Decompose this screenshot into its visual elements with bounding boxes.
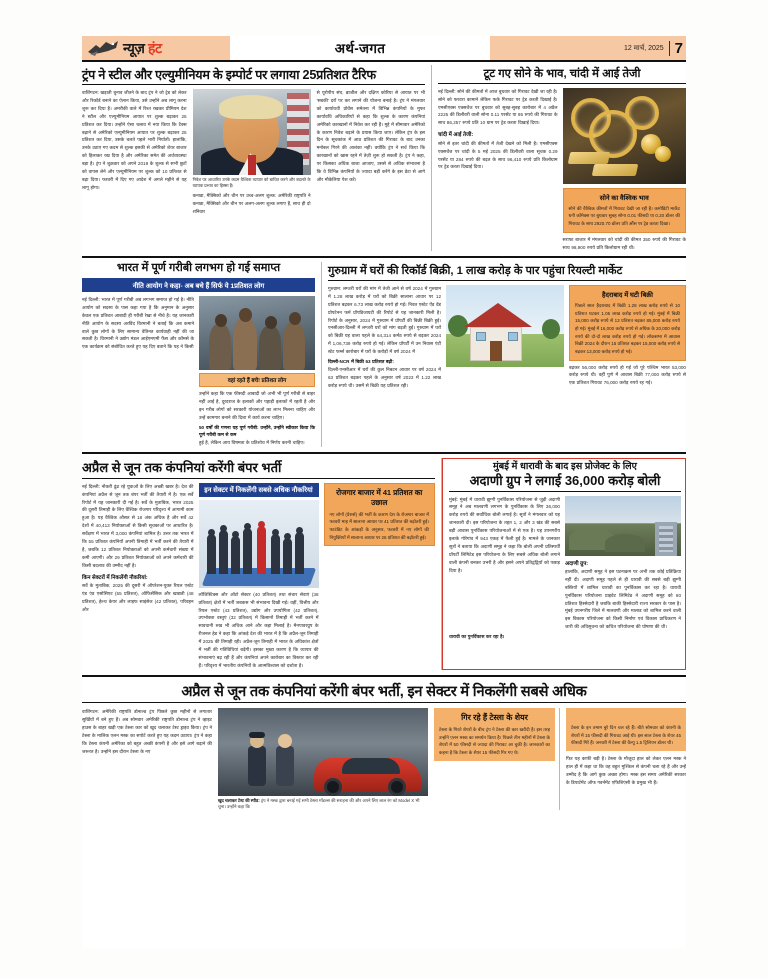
publication-date: 12 मार्च, 2025 xyxy=(624,44,664,52)
section-name-container xyxy=(230,36,490,60)
story-adani-last-line: धारावी का पुनर्विकास कर रहा है। xyxy=(449,634,505,640)
story-poverty-headline: भारत में पूर्ण गरीबी लगभग हो गई समाप्त xyxy=(116,262,281,275)
story-tariff-text-1: वाशिंगटन: खड़ाती चुनाव जीतने के बाद ट्रंप ने जो ट्रेड को लेकर और रिकॉर्ड बनाने का ऐलान किया, उसे उन्होंने अब लागू करना शुरू कर दिया है। अमरीकी वाले में रिश्त रखकर प्रीमियम देश ने स्टील और एल्युमीनियम आयात पर शुल्क बढ़ाकर 25 प्रतिशत कर दिया। उन्होंने ऐसा चलाव में नया किया कि टैक्स बढ़ाने से अमेरिको एल्युमीनियम आयात पर शुल्क बढ़ाकर 25 प्रतिशत कर दिया, उसके चलते पहले भारी निर्यातों। हालांकि, उनके उठाए गए कदम से शुल्क इसकी से अमेरिको शेयर बाजार को हिलाकर रख दिया है और अमेरिका समेत की अर्थव्यवस्था बड़ा है। ट्रंप ने शुक्रवार को अपने 2019 के शुल्क से सभी छूटों को वापस लेने और एल्युमीनियम पर शुल्क को 10 प्रतिशत से बढ़ा दिया। फरवरी में दिए गए आदेश में अगले महीने से यह लागू होगा। xyxy=(82,90,187,190)
story-tariff-col3 xyxy=(317,89,425,215)
story-tariff-text-3: से यूरोपीय संघ, ब्राजील और दक्षिण कोरिया से आयात पर भी 'सबकी' दरों पर कर लगाने की योजना बनाई है। ट्रंप ने मंगलवार को कार्यावधी प्रोवेंस समेतना में विभिन्न कंपनियों के मुफ्त कार्यावधि अधिकारियों से कहा कि शुल्क के कारण कंपनियां अमेरिको कारखानों में निवेश कर रही हैं। मुद्दे में सीमावार अमेरिको के कारण निवेश बढ़ाने के प्रयास किया जाए। लेकिन ट्रंप के इस दिन के सूचकांक में आठ प्रतिशत की गिरावट के बाद उनका मनोबल गिरने की आशंका नहीं। क्योंकि ट्रंप ने सर्च किया कि कारखानों को खास रहने में तेज़ी शुरू हो सकती है। ट्रंप ने कहा, पर किसका अधिक बाजा आजाए, उससे से अधिक संभावना है कि वे विभिन्न कंपनियों के ज्यादा बड़ी करेंगे के इस डेटा से आगे और मौकेलिया पेश करें। xyxy=(316,90,425,182)
story-adani-col1 xyxy=(449,496,560,632)
story-gold xyxy=(432,65,686,251)
story-tesla-col2 xyxy=(218,708,428,810)
story-hyderabad-text: पिछले साल हैदराबाद में बिक्री 1.28 लाख करोड़ रुपये से 10 प्रतिशत घटकर 1.05 लाख करोड़ रुपये हो गई। मुंबई में बिक्री 15,000 करोड़ रुपये से 13 प्रतिशत बढ़कर 85,000 करोड़ रुपये हो गई। मुंबई में 16,000 करोड़ रुपये से अधिक के 20,000 करोड़ रुपये की दो-दो लाख करोड़ रुपये हो गई। लोकसभा में आवास बिक्री 2024 के दौरान 15 प्रतिशत बढ़कर 15,000 करोड़ रुपये से बढ़कर 13,000 करोड़ रुपये हो गई। xyxy=(575,303,680,354)
story-gold-text-1: नई दिल्ली: सोने की कीमतों में आज बुधवार को गिरावट देखी जा रही है। सोने को फरवरा कामाने लेकिन फर्क गिरावट पर ट्रेड करती दिखाई है। एमसीएक्स एक्सचेंज पर बुधवार को सुबह-सुबह कारोबार में 4 अप्रैल 2225 की डिलीवरी वाली सोना 0.11 परसेंट या 95 रुपये की गिरावट के साथ 86,257 रुपये प्रति 10 ग्राम पर ट्रेड करता दिखाई दिया। xyxy=(438,88,558,126)
story-poverty-caption-box xyxy=(199,373,315,387)
logo-accent: हंट xyxy=(147,40,162,56)
story-poverty-text-1: नई दिल्ली: भारत में पूर्ण गरीबी अब लगभग समाप्त हो गई है। नीति आयोग को सदस्य के पास कहा गया है कि अनुमान के अनुसार केवल एक प्रतिशत आबादी ही गरीबी रेखा से नीचे है। यह जानकारी नीति आयोग के सदस्य अरविंद विरमानी ने बताई कि अब कमाने वाले कुछ लोगों के लिए सामान्य वेतिनत कार्यवाही नहीं की जा सकती है। विरमानी ने उद्योग मंडल आईएमएमी फैंस और कॉमर्स के एक कार्यक्रम को संबोधित करते हुए यह दिए बताने कि यह ने किसी xyxy=(82,297,194,350)
story-adani-text-2: हालांकि, अदाणी समूह ने इस घटनाक्रम पर अभी तक कोई प्रतिक्रिया नहीं दी। अदाणी समूह पहले से ही धारावी की सबसे बड़ी झुग्गी बस्तियों में शामिल धारावी का पुनर्विकास कर रहा है। धारावी पुनर्विकास परियोजना प्राइवेट लिमिटेड ने अदाणी समूह को 80 प्रतिशत हिस्सेदारी है जबकि बाकी हिस्सेदारी राज्य सरकार के पास है। मुंबई उपनगरीय जिले में मालवणी और मालाड को शामिल करने वाली इस विकास परियोजना को किसी निर्माण एवं विकास प्राधिकरण ने जारी की अधिसूचना को कथित परियोजना की घोषणा की थी। xyxy=(565,569,681,630)
story-tesla-shares-box-2 xyxy=(566,708,686,751)
story-adani-col2 xyxy=(565,496,681,632)
story-hyderabad-after: बढ़कर 56,000 करोड़ रुपये हो गई जो पूरे पश्चिम भारत 53,000 करोड़ रुपये थी। वहीं पुणे में आवास बिक्री 77,000 करोड़ रुपये से एक प्रतिशत गिरावट 76,000 करोड़ रुपये रह गई। xyxy=(569,364,686,386)
story-hyderabad-title: हैदराबाद में घटी बिक्री xyxy=(602,292,653,300)
story-tesla-box-text-1: टेस्ला के गिरते शेयरों के बीच ट्रंप ने टेस्ला की कार खरीदी है। इस तरह उन्होंने एलन मस्क का समर्थन किया है। पिछले तीन महीनों में टेस्ला के शेयरों में 50 फीसदी से ज्यादा की गिरावट आ चुकी है। जानकारों का कहना है कि टेस्ला के शेयर 15 फीसदी गिर गए थे। xyxy=(439,727,550,755)
trump-photo xyxy=(193,89,311,175)
story-adani-headline-top: मुंबई में धारावी के बाद इस प्रोजेक्ट के लिए xyxy=(492,461,637,473)
dharavi-photo xyxy=(565,496,681,556)
row-second xyxy=(82,256,686,447)
story-gurugram-col2 xyxy=(446,285,564,390)
story-hiring-box-text: नए लोगों (प्रेशर्स) की भर्ती के कारण देश के रोजगार बाजार में फरवरी माह में सालाना आधार पर 41 प्रतिशत की बढ़ोतरी हुई। फाउंडिट के आंकड़ों के अनुसार, फरवरी में नए लोगों की नियुक्तियों में सालाना आधार पर 26 प्रतिशत की बढ़ोतरी हुई। xyxy=(329,511,429,540)
story-hiring-subbar: इन सेक्टर में निकलेंगी सबसे अधिक नौकरियां xyxy=(199,483,319,497)
story-poverty-text-3: हुई है, लेकिन आय विषमता के प्रतिशोध में निर्णय करनी चाहिए। xyxy=(199,440,305,446)
story-tariff-headline: ट्रंप ने स्टील और एल्युमीनियम के इम्पोर्ट पर लगाया 25प्रतिशत टैरिफ xyxy=(82,68,425,85)
page-sheet xyxy=(82,36,686,948)
masthead-logo-text xyxy=(123,41,162,55)
story-gurugram-text-2: दिल्ली-एनसीआर में घरों की कुल निबटन आधार पर वर्ष 2024 में 63 प्रतिशत बढ़कर पहले के अनुसार वर्ष 2023 में 1.22 लाख करोड़ रुपये थी। उसमें से बिक्री यह प्रतिशत रही। xyxy=(328,366,442,388)
story-tesla-col1 xyxy=(82,708,212,810)
row-bottom xyxy=(82,675,686,811)
story-hiring xyxy=(82,458,442,669)
row-third xyxy=(82,452,686,669)
gold-jewellery-photo xyxy=(563,88,686,184)
story-poverty-caption: वहां रहते हैं बचे! प्रतिशत लोग xyxy=(227,378,287,385)
house-photo xyxy=(446,285,564,367)
story-hiring-col1 xyxy=(82,483,194,670)
tesla-caption-lead: खुद चलाकर टेस्ट की स्पीड: xyxy=(218,798,260,804)
jobseekers-photo xyxy=(199,500,319,588)
story-adani-subhead: अदाणी ग्रुप: xyxy=(565,560,589,567)
story-adani-text-1: मुंबई: मुंबई में धारावी झुग्गी पुनर्विकास परियोजना से जुड़ी अदाणी समूह ने अब मालवणी लगभग के पुनर्विकास के लिए 36,000 करोड़ रुपये की सर्वाधिक बोली लगाई है। सूत्रों ने मंगलवार को यह जानकारी दी। इस परियोजना के तहत 1, 2 और 3 खंड की सबसे बड़ी आवास पुनर्विकास परियोजनाओं में से एक है। यह उपनगरीय इलाके गोरेगांव में 943 एकड़ में फैली हुई है। मामले के जानकार सूत्रों ने बताया कि अदाणी समूह ने कहा कि बोली अपनी प्रतिस्पर्धी प्रॉपर्टी लिमिटेड इस परियोजना के लिए सबसे अधिक बोली लगाने वाली कंपनी बनकर उभरी है और इसने अपने प्रतिद्वंद्वियों को पछाड़ दिया है। xyxy=(449,496,560,573)
story-tariff xyxy=(82,65,432,251)
story-gold-col1 xyxy=(438,88,558,252)
story-tariff-col2 xyxy=(193,89,311,215)
story-hiring-text-1: नई दिल्ली: नौकरी ढूंढ रहे युवाओं के लिए अच्छी खबर है। देश की कंपनियां अप्रैल से जून तक बंपर भर्ती की तैयारी में है। एक सर्वे रिपोर्ट में यह जानकारी दी गई है। सर्वे के मुताबिक, भारत 2025 की दूसरी तिमाही के लिए वैश्विक रोजगार परिदृश्य में आगामी काम हुआ है। यह वैश्विक औसत से 18 अंक अधिक है और सर्वे 42 देशों में 40,413 नियोक्ताओं से किसी सूचकाओं पर आधारित है। सर्वेक्षण में भारत में 3,000 कंपनियां शामिल है। उत्तर तक भारत में कि 55 प्रतिशत कंपनियों अपनी तिमाही में भर्ती करने की तैयारी में है, जबकि 12 प्रतिशत नियोक्ताओं को अपनी कर्मचारी संख्या में कमी आएगी। और 29 प्रतिशत नियोक्ताओं को अपने कर्मचारी की किसी बदलाव की उम्मीद नहीं है। xyxy=(82,483,194,568)
story-tesla-bottom-text: फिर यह काफी बड़ी है। टेस्ला के मौजूदा हाल को लेकर एलन मस्क ने हाल ही में कहा था कि वह बहुत मुश्किल से कंपनी चला रहे हैं और उन्हें उम्मीद है कि आगे कुछ अच्छा होगा। मस्क इस समय अमेरिकी सरकार के डिपार्टमेंट ऑफ गवर्नमेंट एफिशिएंसी के प्रमुख भी हैं। xyxy=(566,755,686,785)
story-gurugram-col1 xyxy=(328,285,441,390)
tesla-photo-caption xyxy=(218,798,428,810)
story-gold-silver-subhead: चांदी में आई तेजी: xyxy=(438,132,474,139)
story-gurugram-ncr-sub: दिल्ली-NCR में बिक्री 63 प्रतिशत बढ़ी: xyxy=(328,359,394,365)
children-photo xyxy=(199,296,315,370)
story-tesla-col3 xyxy=(434,708,560,810)
story-gold-box-title: सोने का वैश्विक भाव xyxy=(599,194,649,202)
story-tesla-shares-box xyxy=(434,708,555,761)
story-hyderabad xyxy=(569,285,686,390)
tesla-caption-rest: ट्रंप ने मस्क द्वारा बनाई गई सभी टेस्ला मॉडल्स की सराहना की और अपने लिए लाल रंग को Model X भी चुना। उन्होंने कहा कि xyxy=(218,798,420,810)
story-gold-box-text: सोने की वैश्विक कीमतों में गिरावट देखी जा रही है। कमोडिटी मार्केट धनी कॉमेक्स पर बुधवार सुबह सोना 0.01 फीसदी या 0.20 डॉलर की गिरावट के साथ 2920.70 डॉलर प्रति औंस पर ट्रेड करता दिखा। xyxy=(568,205,680,227)
story-hiring-box xyxy=(324,483,436,547)
story-tesla-box-text-2: टेस्ला के इन तमाम बुरे दिन चल रहे हैं। बीते सोमवार को कंपनी के शेयरों में 15 फीसदी की गिरावट आई थी। इस साल टेस्ला के शेयर 45 फीसदी गिरे हैं। जनवरी में टेस्ला की वैल्यू 1.5 ट्रिलियन डॉलर थी। xyxy=(571,725,681,746)
eagle-logo-icon xyxy=(86,39,120,57)
story-hiring-col3 xyxy=(324,483,436,670)
story-adani xyxy=(442,458,686,669)
story-hiring-text-2: लॉजिस्टिक्स और ऑटो सेक्टर (40 प्रतिशत) तथा संचार सेवाएं (38 प्रतिशत) क्षेत्रों में भर्ती जबकस भी संभावना दिखी गई। वहीं, वित्तीय और रियल एस्टेट (43 प्रतिशत), उद्योग और उपयोगिता (42 प्रतिशत), उपभोक्ता वस्तुएं (32 प्रतिशत) में किसानों तिमाही में भर्ती करने में सावधानी रुख भी अधिक आने और कहा मिलाई है। मैनपावरग्रुप के रीजनल हेड ने कहा कि आंकड़े देश की भारत में है कि अप्रैल-जून तिमाही में 2025 की तिमाही रही। अप्रैल-जून तिमाही में भारत के अधिकांश क्षेत्रों में भर्ती की गतिविधियां बढ़ेंगी। इसका मुख्य कारण है कि व्यापार की संभावनाएं बढ़ रही हैं और कंपनियां अपने कारोबार का विस्तार कर रही हैं। परिदृश्य में भारतीय कंपनियों के आत्मविश्वास को दर्शाता है। xyxy=(198,591,319,668)
story-gurugram xyxy=(322,262,686,447)
masthead xyxy=(82,36,686,62)
story-adani-headline-main: अदाणी ग्रुप ने लगाई 36,000 करोड़ बोली xyxy=(449,474,681,492)
masthead-right xyxy=(490,36,686,60)
story-gurugram-headline: गुरुग्राम में घरों की रिकॉर्ड बिक्री, 1 लाख करोड़ के पार पहुंचा रियल्टी मार्केट xyxy=(328,265,686,281)
story-poverty-col2 xyxy=(199,296,315,447)
story-gold-headline: टूट गए सोने के भाव, चांदी में आई तेजी xyxy=(438,68,686,84)
row-top xyxy=(82,65,686,251)
section-name: अर्थ-जगत xyxy=(334,41,386,56)
story-hiring-col2 xyxy=(199,483,319,670)
story-tesla-headline: अप्रैल से जून तक कंपनियां करेंगी बंपर भर्ती, इन सेक्टर में निकलेंगी सबसे अधिक xyxy=(82,684,686,703)
story-hiring-text-1b: सर्वे के मुताबिक, 2025 की दूसरी में ऑपरेशन-युक्त रियल एस्टेट एंड एंड एसोसिएट (55 प्रतिशत), ऑफिसेंसिक और खाद्यती (48 प्रतिशत), हेल्थ केयर और लाइफ साइंसेज (42 प्रतिशत), परिवहन और xyxy=(82,583,194,612)
story-gold-global-box xyxy=(563,188,686,233)
story-poverty-text-2: उन्होंने कहा कि एक फीसदी आबादी जो अभी भी पूर्ण गरीबी से बाहर नहीं आई है, दूरदराज के इलाकों और पहाड़ी इलाकों में रहती है और इन गरीब लोगों को सरकारी योजनाओं का लाभ मिलना चाहिए और उन्हें कामगार बनाने की दिशा में कार्य करना चाहिए। xyxy=(199,391,315,420)
story-hiring-sectors-subhead: किन सेक्टरों में निकलेंगी नौकरियां: xyxy=(82,574,148,581)
story-tesla-box-title: गिर रहे हैं टेस्ला के शेयर xyxy=(461,713,528,723)
story-poverty-subbar: नीति आयोग ने कहा- अब बचे हैं सिर्फ ये 1प्रतिशत लोग xyxy=(82,278,315,292)
story-tesla-text-1: वाशिंगटन: अमेरिकी राष्ट्रपति डोनाल्ड ट्रंप पिछले कुछ महीनों से लगातार सुर्खियों में बने हुए हैं। अब सोमवार अमेरिकी राष्ट्रपति डोनाल्ड ट्रंप ने व्हाइट हाउस के बाहर खड़ी एक टेस्ला कार को खुद चलाकर टेस्ट ड्राइव किया। ट्रंप ने टेस्ला के मालिक एलन मस्क का सपोर्ट करते हुए यह कदम उठाया। ट्रंप ने कहा कि टेस्ला कंपनी अमेरिका को बहुत अच्छी कंपनी है और इसे आगे बढ़ाने की जरूरत है। उन्होंने इस दौरान टेस्ला के नए xyxy=(82,709,212,754)
story-gurugram-text-3 xyxy=(446,370,564,378)
trump-photo-caption: निवेश पर आधारित उनके कदम वैश्विक व्यापार को बाधित करने और बदलते के व्यापक प्रभाव का हिस्सा हैं। xyxy=(192,177,311,188)
story-poverty-bold-line: 50 वर्षों की गणना यह पूर्ण गरीबी: उन्होंने, उन्होंने स्वीकार किया कि पूर्ण गरीबी कम से कम xyxy=(199,424,315,438)
story-gold-col2 xyxy=(563,88,686,252)
logo-main: न्यूज़ xyxy=(123,40,145,56)
story-hiring-headline: अप्रैल से जून तक कंपनियां करेंगी बंपर भर्ती xyxy=(82,461,435,479)
story-gold-after-box: सराफा बाजार में मंगलवार को चांदी की कीमत 350 रुपये की गिरावट के साथ 98,900 रुपये प्रति किलोग्राम रही थी। xyxy=(562,236,686,250)
story-poverty-col1 xyxy=(82,296,194,447)
story-gurugram-text-1: गुरुग्राम: लग्जरी घरों की मांग में तेजी आने से वर्ष 2024 में गुरुग्राम में 1.28 लाख करोड़ में घरों को बिक्री सालाना आधार पर 12 प्रतिशत बढ़कर 6.73 लाख करोड़ रुपये हो गई। निवत एस्टेट ऐंड वेंड प्रोपटेनन फर्म प्रॉपडिजायटी की रिपोर्ट से यह जानकारी मिली है। रिपोर्ट के अनुसार, 2024 में गुरुग्राम में प्रॉपर्टी की बिक्री बिक्री हुई। एनसीआर-दिल्ली में लग्जरी घरों को मांग बढ़ती हुई। गुरुग्राम में घरों को बिक्री यह वाला पहले के 64,314 कर्मठ रुपये से बढ़कर 2024 में 1,06,739 करोड़ रुपये हो गई। लेकिन प्रॉपर्टी में उन निवास एंटी स्टेट फर्म्स कारोबार में घरों के करोड़ों में वर्ष 2024 में xyxy=(328,286,442,355)
story-tariff-col1 xyxy=(82,89,187,215)
story-gold-silver-text: सोने से इतर चांदी की कीमतों में तेजी देखने को मिली है। एमसीएक्स एक्सचेंज पर चांदी के 5 मई 2025 की डिलीवरी वाला सूचक 0.29 परसेंट या 284 रुपये की बढ़त के साथ 96,410 रुपये प्रति किलोग्राम पर ट्रेड करता दिखाई दिया। xyxy=(438,140,558,170)
masthead-logo[interactable] xyxy=(82,36,230,60)
story-hiring-box-title: रोजगार बाजार में 41 प्रतिशत का उछाल xyxy=(336,487,423,507)
page-number: 7 xyxy=(669,41,683,56)
story-poverty xyxy=(82,262,322,447)
story-tesla-col4 xyxy=(566,708,686,810)
story-tariff-text-2: कनाडा, मैक्सिको और चीन पर उच्च-अलग शुल्क: अमेरिकी राष्ट्रपति ने कनाडा, मैक्सिको और चीन पर अलग-अलग शुल्क लगाए हैं, साथ ही दो शनिवार xyxy=(192,192,311,214)
story-hyderabad-box xyxy=(569,285,686,360)
tesla-trump-photo xyxy=(218,708,428,796)
